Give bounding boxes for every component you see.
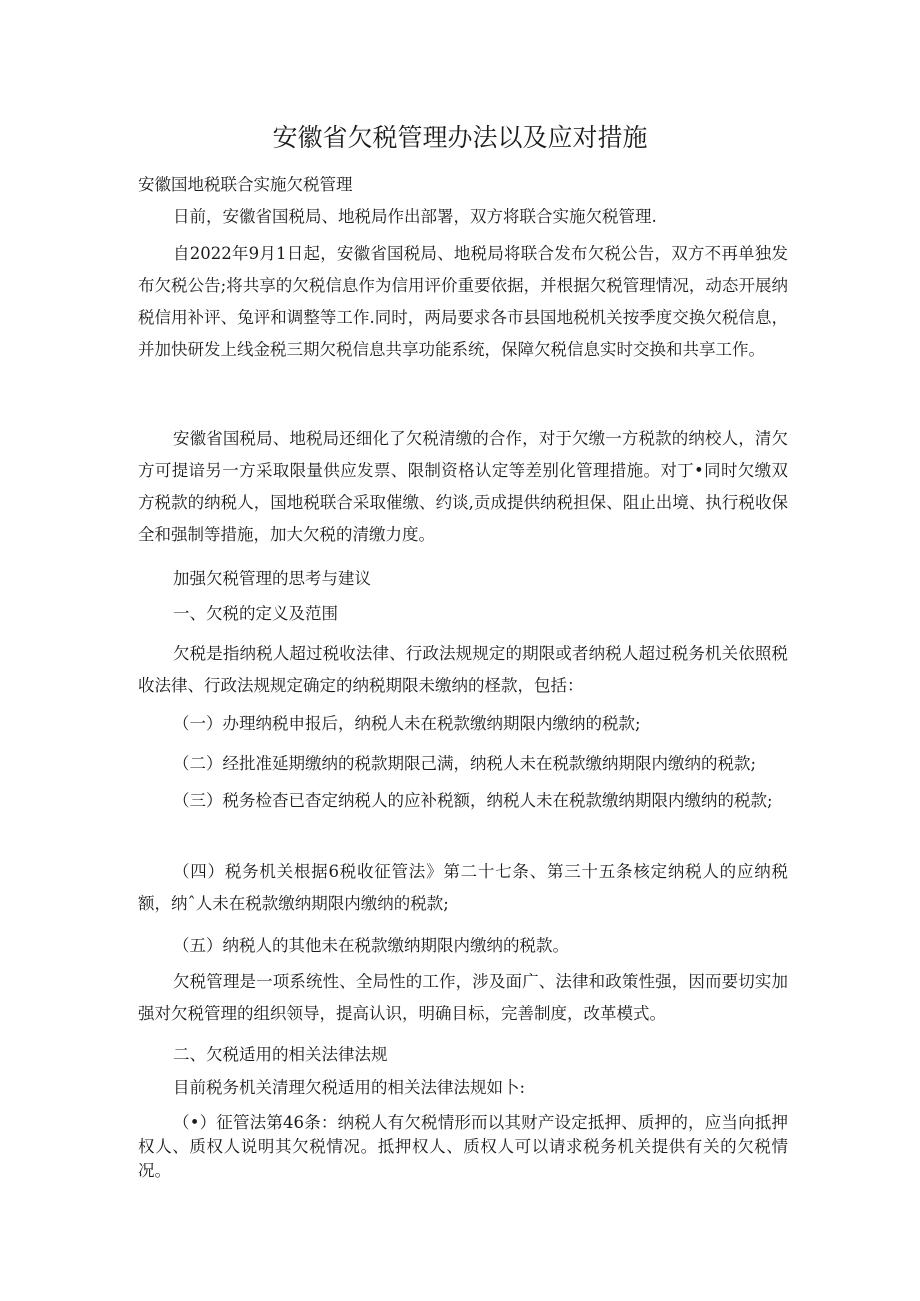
document-title: 安徽省欠税管理办法以及应对措施: [272, 123, 648, 152]
section-heading-laws: 二、欠税适用的相关法律法规: [173, 1045, 388, 1064]
paragraph-announcement: 日前，安徽省国税局、地税局作出部署，双方将联合实施欠税管理.: [173, 207, 657, 226]
list-item-2: （二）经批准延期缴纳的税款期限己满，纳税人未在税款缴纳期限内缴纳的税款;: [173, 754, 757, 773]
paragraph-collection-cooperation: 安徽省国税局、地税局还细化了欠税清缴的合作，对于欠缴一方税款的纳校人，清欠方可提谙另一方采取限量供应发票、限制资格认定等差别化管理措施。对丁•同时欠缴双方税款的纳税人，国地税联合采取催缴、约谈,贡成提供纳税担保、阻止出境、执行税收保全和强制等措施，加大欠税的清缴力度。: [138, 429, 788, 544]
list-item-1: （一）办理纳税申报后，纳税人未在税款缴纳期限内缴纳的税款;: [173, 714, 641, 733]
list-item-3: （三）税务检杳已杳定纳税人的应补税额，纳税人未在税款缴纳期限内缴纳的税款;: [173, 791, 773, 810]
paragraph-management-overview: 欠税管理是一项系统性、全局性的工作，涉及面广、法律和政策性强，因而要切实加强对欠税管理的组织领导，提高认识，明确目标，完善制度，改革模式。: [138, 972, 788, 1023]
list-item-4: （四）税务机关根据6税收征管法》第二十七条、第三十五条核定纳税人的应纳税额，纳ˆ人未在税款缴纳期限内缴纳的税款;: [138, 862, 788, 913]
section-heading-definition: 一、欠税的定义及范围: [173, 604, 338, 623]
paragraph-laws-intro: 目前税务机关清理欠税适用的相关法律法规如卜:: [173, 1078, 526, 1097]
list-item-5: （五）纳税人的其他未在税款缴纳期限内缴纳的税款。: [173, 936, 569, 955]
paragraph-definition: 欠税是指纳税人超过税收法律、行政法规规定的期限或者纳税人超过税务机关依照税收法律、行政法规规定确定的纳税期限未缴纳的柽款，包括：: [138, 644, 788, 695]
subheading-joint-management: 安徽国地税联合实施欠税管理: [138, 175, 353, 194]
subheading-thoughts-suggestions: 加强欠税管理的思考与建议: [173, 569, 371, 588]
list-item-article-46: （•）征管法第46条：纳税人有欠税情形而以其财产设定抵押、质押的，应当向抵押权人、质权人说明其欠税情况。抵押权人、质权人可以请求税务机关提供有关的欠税情况。: [138, 1113, 788, 1180]
paragraph-joint-announcement: 自2022年9月1日起，安徽省国税局、地税局将联合发布欠税公告，双方不再单独发布欠税公告;将共享的欠税信息作为信用评价重要依据，并根据欠税管理情况，动态开展纳税信用补评、兔评和调整等工作.同时，两局要求各市县国地税机关按季度交换欠税信息，并加快研发上线金税三期欠税信息共享功能系统，保障欠税信息实时交换和共享工作。: [138, 244, 788, 359]
